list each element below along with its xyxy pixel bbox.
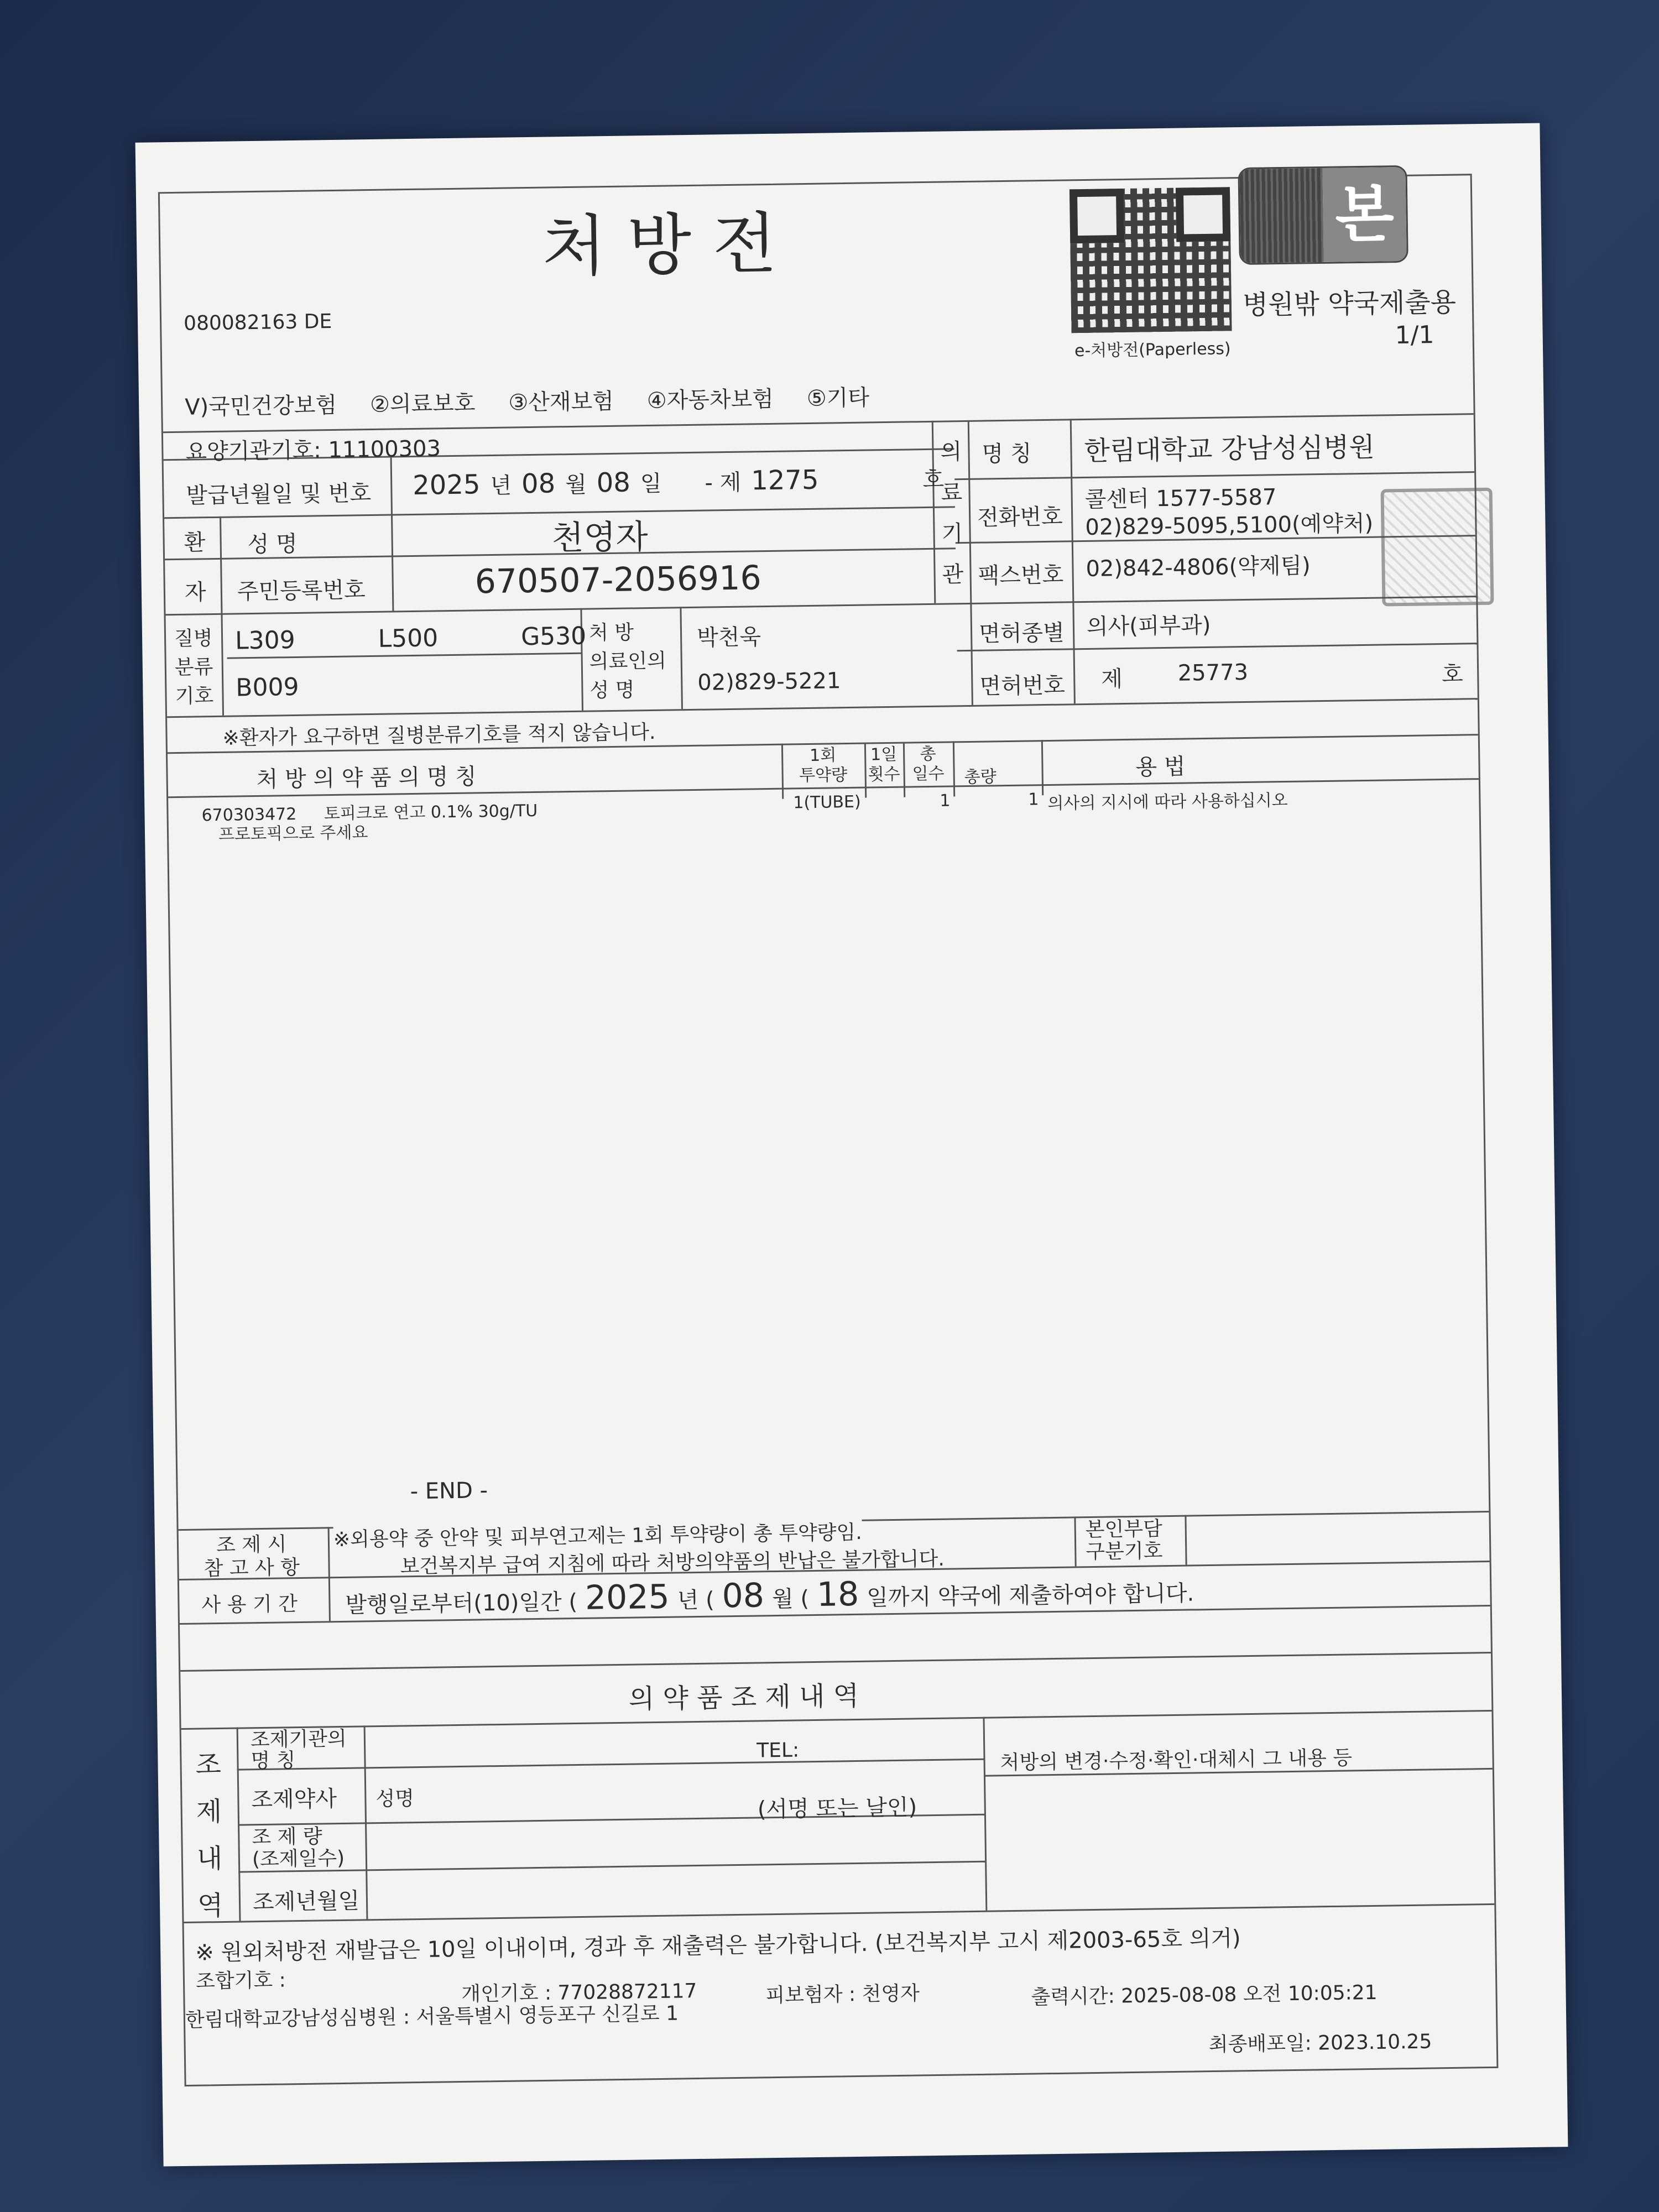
issue-number: 1275 [750,464,819,497]
footer-reissue-note: ※ 원외처방전 재발급은 10일 이내이며, 경과 후 재출력은 불가합니다. (보건복지부 고시 제2003-65호 의거) [195,1926,1241,1966]
facility-code: 요양기관기호: 11100303 [185,436,441,465]
page-title: 처 방 전 [541,205,778,286]
license-type: 의사(피부과) [1086,612,1211,640]
qr-caption: e-처방전(Paperless) [1074,339,1231,361]
institution-fax-label: 팩스번호 [978,562,1064,589]
institution-name: 한림대학교 강남성심병원 [1084,431,1375,467]
qr-code-icon [1070,187,1232,333]
footer-personal-code: 개인기호 : 77028872117 [461,1980,697,2006]
insurance-option-other: ⑤기타 [806,385,870,411]
drug-name-header: 처 방 의 약 품 의 명 칭 [256,764,477,792]
period-label: 사 용 기 간 [201,1593,298,1617]
footer-print-time: 출력시간: 2025-08-08 오전 10:05:21 [1031,1981,1378,2009]
drug-name: 토피크로 연고 0.1% 30g/TU [324,801,538,824]
insurance-option-auto: ④자동차보험 [646,386,774,414]
drug-code: 670303472 [201,804,297,826]
reference-label: 조 제 시 참 고 사 항 [204,1533,300,1580]
dispense-sign-label: (서명 또는 날인) [757,1794,917,1823]
footnote-2: 보건복지부 급여 지침에 따라 처방의약품의 반납은 불가합니다. [400,1547,945,1578]
drug-days: 1 [940,791,951,811]
badge-label: 본 [1322,167,1406,262]
document-code: 080082163 DE [183,310,332,335]
disease-code-label: 질병 분류 기호 [174,627,214,708]
dispense-amount-label: 조 제 량 (조제일수) [252,1825,345,1871]
issue-year: 2025 [412,469,481,501]
doctor-label: 처 방 의료인의 성 명 [588,621,667,702]
issue-month: 08 [521,468,556,500]
usage-header: 용 법 [1135,754,1186,780]
institution-side-label: 의 료 기 관 [940,439,964,588]
period-text: 발행일로부터(10)일간 ( 2025 년 ( 08 월 ( 18 일까지 약국에 제출하여야 합니다. [345,1574,1194,1618]
issue-label: 발급년월일 및 번호 [186,481,372,509]
prescription-frame: 처 방 전 080082163 DE e-처방전(Paperless) 본 병원밖 약국제출용 1/1 V)국민건강보험 ②의료보호 ③산재보험 ④자동차보험 ⑤기타 요양기관기호: 11100303 발급년월일 및 번호 2025 년 08 월 08 일 - 제 1275 호 환 자 성 명 천영자 주민등록번호 670507-2056916 의 료 기 관 명 칭 한림대학교 강남성심병원 전화번호 콜센터 1577-5587 02)829-5095,5100(예약처) 팩스번호 02)842-4806(약제팀) 질병 분류 기호 L309 L500 G530 B009 처 방 의료인의 성 명 박천욱 02)829-5221 면허종별 의사(피부과) 면허번호 제 25773 호 ※환자가 요구하면 질병분류기호를 적지 않습니다. 처 방 의 약 품 의 명 칭 1회 투약량 1일 횟수 총 일수 총량 용 법 670303472 토피크로 연고 0.1% 30g/TU 프로토픽으로 주세요 1(TUBE) 1 1 의사의 지시에 따라 사용하십시오 - END - ※외용약 중 안약 및 피부연고제는 1회 투약량이 총 투약량임. 보건복지부 급여 지침에 따라 처방의약품의 반납은 불가합니다. 조 제 시 참 고 사 항 본인부담 구분기호 사 용 기 간 발행일로부터(10)일간 ( 2025 년 ( 08 월 ( 18 일까지 약국에 제출하여야 합니다. 의 약 품 조 제 내 역 조 제 내 역 조제기관의 명 칭 TEL: 처방의 변경·수정·확인·대체시 그 내용 등 조제약사 성명 (서명 또는 날인) 조 제 량 (조제일수) 조제년월일 ※ 원외처방전 재발급은 10일 이내이며, 경과 후 재출력은 불가합니다. (보건복지부 고시 제2003-65호 의거) 조합기호 : 개인기호 : 77028872117 피보험자 : 천영자 출력시간: 2025-08-08 오전 10:05:21 한림대학교강남성심병원 : 서울특별시 영등포구 신길로 1 최종배포일: 2023.10.25 [158,174,1499,2086]
total-header: 총량 [964,767,997,787]
institution-phone-1: 콜센터 1577-5587 [1084,484,1277,513]
dispense-tel-label: TEL: [756,1739,800,1762]
issue-day: 08 [596,467,631,499]
insurance-option-national: V)국민건강보험 [184,392,337,420]
disease-codes-row1 [235,622,587,655]
dose-header: 1회 투약량 [799,745,848,786]
page-number: 1/1 [1395,321,1434,350]
disease-code-notice: ※환자가 요구하면 질병분류기호를 적지 않습니다. [222,721,656,750]
dispense-date-label: 조제년월일 [252,1888,360,1916]
footnote-1: ※외용약 중 안약 및 피부연고제는 1회 투약량이 총 투약량임. [333,1517,862,1552]
disease-code: L309 [234,625,296,655]
patient-name: 천영자 [551,518,648,558]
institution-name-label: 명 칭 [982,441,1032,467]
disease-code: B009 [236,672,299,702]
period-day: 18 [816,1574,859,1614]
drug-dose: 1(TUBE) [793,792,861,813]
prescription-paper [135,123,1568,2166]
license-type-label: 면허종별 [978,620,1065,647]
patient-side-label: 환 [184,530,206,556]
drug-total: 1 [1028,790,1039,810]
doctor-name: 박천욱 [696,624,761,651]
license-number: 제 25773 호 [1100,659,1464,692]
dispense-pharmacist-label: 조제약사 [251,1786,337,1813]
hospital-seal-stamp [1381,488,1494,607]
end-mark: - END - [410,1478,488,1505]
times-header: 1일 횟수 [868,744,900,785]
original-badge [1238,165,1408,265]
dispense-inst-label: 조제기관의 명 칭 [250,1727,347,1773]
disease-code: L500 [378,624,439,653]
insurance-option-medical-aid: ②의료보호 [369,390,476,418]
period-month: 08 [722,1576,765,1616]
dispense-title: 의 약 품 조 제 내 역 [628,1680,859,1715]
period-year: 2025 [585,1577,670,1618]
dispense-side-label: 조 제 내 역 [195,1749,223,1922]
insurance-option-industrial: ③산재보험 [508,388,614,416]
insurance-options [185,380,870,421]
dispense-pharmacist-name-label: 성명 [375,1787,415,1811]
doctor-phone: 02)829-5221 [697,668,841,696]
footer-address: 한림대학교강남성심병원 : 서울특별시 영등포구 신길로 1 [185,2002,679,2032]
self-pay-label: 본인부담 구분기호 [1085,1517,1163,1564]
patient-name-label: 성 명 [247,531,298,558]
patient-rrn: 670507-2056916 [474,559,762,602]
dispense-change-note: 처방의 변경·수정·확인·대체시 그 내용 등 [1000,1746,1353,1775]
license-no-label: 면허번호 [979,672,1066,700]
footer-last-deploy: 최종배포일: 2023.10.25 [1208,2030,1432,2057]
institution-fax: 02)842-4806(약제팀) [1086,553,1311,582]
institution-phone-label: 전화번호 [977,504,1063,531]
drug-usage: 의사의 지시에 따라 사용하십시오 [1047,790,1288,813]
submit-note: 병원밖 약국제출용 [1242,286,1457,321]
days-header: 총 일수 [912,744,945,784]
footer-insured: 피보험자 : 천영자 [765,1982,920,2007]
patient-rrn-label: 주민등록번호 [237,577,366,605]
footer-union-code: 조합기호 : [195,1969,286,1993]
disease-code: G530 [520,622,587,651]
drug-note: 프로토픽으로 주세요 [218,823,368,844]
institution-phone-2: 02)829-5095,5100(예약처) [1085,510,1374,540]
issue-date: 2025 년 08 월 08 일 - 제 1275 호 [412,464,945,501]
